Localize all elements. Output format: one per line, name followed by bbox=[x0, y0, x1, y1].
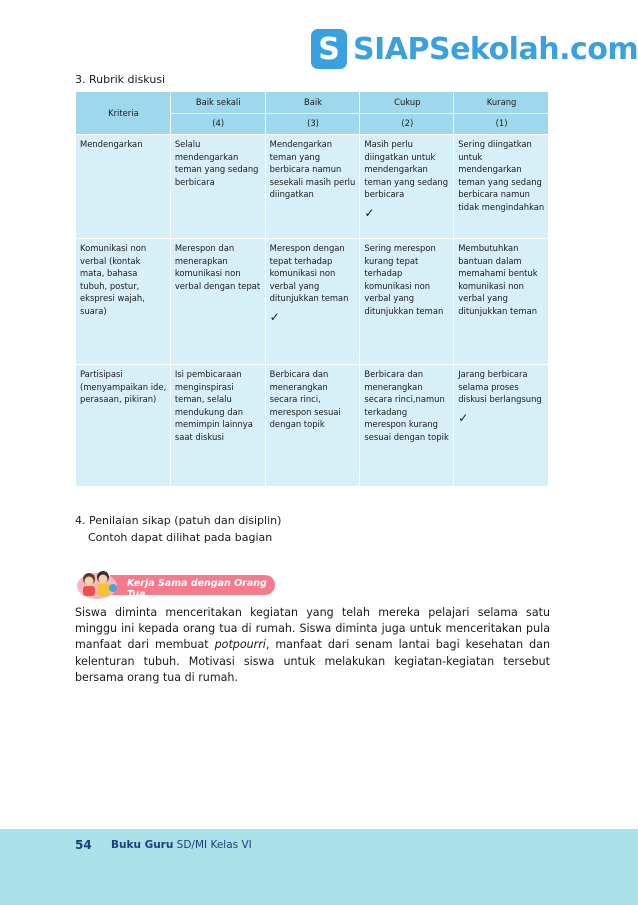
rubric-cell: Selalu mendengarkan teman yang sedang berbicara bbox=[170, 135, 265, 239]
rubric-cell: Merespon dengan tepat terhadap komunikasi non verbal yang ditunjukkan teman ✓ bbox=[265, 239, 360, 365]
header-score: (2) bbox=[360, 113, 454, 135]
banner-label: Kerja Sama dengan Orang Tua bbox=[127, 578, 267, 600]
header-score: (3) bbox=[265, 113, 360, 135]
family-illustration-icon bbox=[75, 566, 123, 600]
header-score: (1) bbox=[454, 113, 549, 135]
criteria-cell: Partisipasi (menyampaikan ide, perasaan, pikiran) bbox=[76, 365, 171, 487]
rubric-cell: Merespon dan menerapkan komunikasi non verbal dengan tepat bbox=[170, 239, 265, 365]
rubric-cell: Sering merespon kurang tepat terhadap komunikasi non verbal yang ditunjukkan teman bbox=[360, 239, 454, 365]
check-icon: ✓ bbox=[364, 205, 375, 220]
rubric-cell: Jarang berbicara selama proses diskusi berlangsung ✓ bbox=[454, 365, 549, 487]
header-level: Kurang bbox=[454, 92, 549, 114]
table-header-row bbox=[76, 92, 549, 114]
rubric-cell: Isi pembicaraan menginspirasi teman, selalu mendukung dan memimpin lainnya saat diskusi bbox=[170, 365, 265, 487]
rubric-cell: Membutuhkan bantuan dalam memahami bentuk komunikasi non verbal yang ditunjukkan teman bbox=[454, 239, 549, 365]
header-criteria: Kriteria bbox=[76, 92, 171, 135]
rubric-cell: Berbicara dan menerangkan secara rinci, merespon sesuai dengan topik bbox=[265, 365, 360, 487]
rubric-cell: Sering diingatkan untuk mendengarkan teman yang sedang berbicara namun tidak mengindahkan bbox=[454, 135, 549, 239]
header-level: Cukup bbox=[360, 92, 454, 114]
rubric-table bbox=[75, 91, 549, 487]
section-title-rubric: 3. Rubrik diskusi bbox=[75, 73, 166, 86]
header-level: Baik bbox=[265, 92, 360, 114]
criteria-cell: Mendengarkan bbox=[76, 135, 171, 239]
section-title-attitude: 4. Penilaian sikap (patuh dan disiplin) bbox=[75, 514, 282, 527]
rubric-cell: Mendengarkan teman yang berbicara namun sesekali masih perlu diingatkan bbox=[265, 135, 360, 239]
rubric-cell: Berbicara dan menerangkan secara rinci,namun terkadang merespon kurang sesuai dengan topik bbox=[360, 365, 454, 487]
section-subtitle: Contoh dapat dilihat pada bagian bbox=[88, 531, 273, 544]
page-number: 54 bbox=[75, 838, 92, 852]
header-score: (4) bbox=[170, 113, 265, 135]
criteria-cell: Komunikasi non verbal (kontak mata, bahasa tubuh, postur, ekspresi wajah, suara) bbox=[76, 239, 171, 365]
check-icon: ✓ bbox=[458, 410, 469, 425]
rubric-cell: Masih perlu diingatkan untuk mendengarkan teman yang sedang berbicara ✓ bbox=[360, 135, 454, 239]
header-level: Baik sekali bbox=[170, 92, 265, 114]
logo-letter: S bbox=[311, 29, 347, 69]
site-logo bbox=[311, 25, 638, 73]
parent-cooperation-banner bbox=[75, 566, 275, 600]
table-row bbox=[76, 239, 549, 365]
table-row bbox=[76, 135, 549, 239]
check-icon: ✓ bbox=[269, 309, 280, 324]
logo-text: SIAPSekolah.com bbox=[353, 31, 638, 67]
book-title: Buku Guru SD/MI Kelas VI bbox=[111, 839, 252, 851]
table-row bbox=[76, 365, 549, 487]
page-footer bbox=[0, 829, 638, 905]
body-paragraph: Siswa diminta menceritakan kegiatan yang telah mereka pelajari selama satu minggu ini kepada orang tua di rumah. Siswa diminta juga untuk menceritakan pula manfaat dari membuat potpourri, manfaat dari senam lantai bagi kesehatan dan kelenturan tubuh. Motivasi siswa untuk melakukan kegiatan-kegiatan tersebut bersama orang tua di rumah. bbox=[75, 606, 550, 684]
